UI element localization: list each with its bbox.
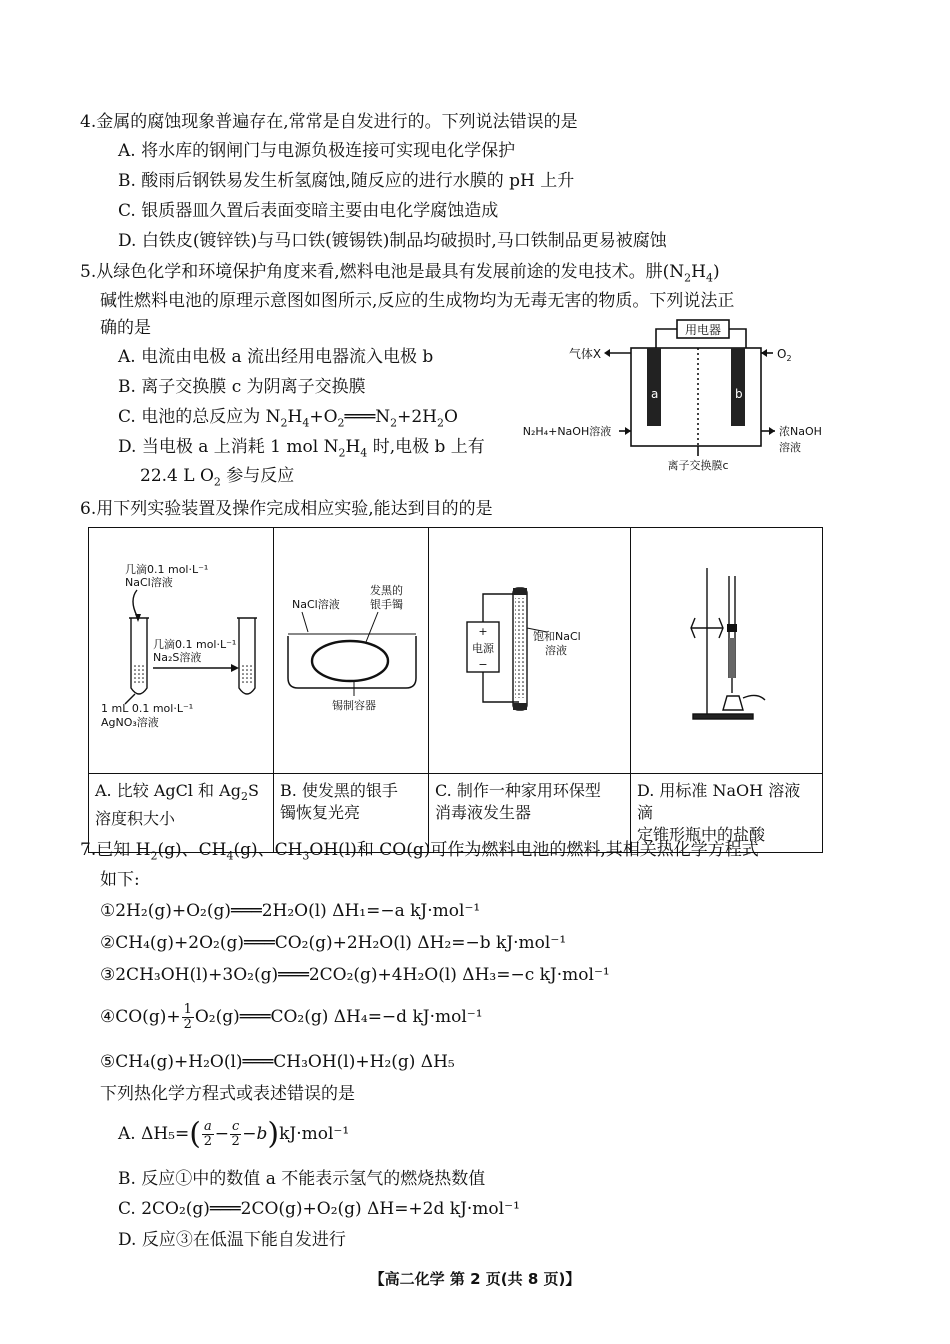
conical-flask (723, 696, 743, 710)
titration-figure (631, 528, 823, 768)
stand-base (693, 714, 753, 719)
o2-label: $O_2$ (777, 347, 792, 363)
q5-option-d-line1: D. 当电极 a 上消耗 1 mol $N_2H_4$ 时,电极 b 上有 (118, 437, 485, 460)
q7-option-b: B. 反应①中的数值 a 不能表示氢气的燃烧热数值 (118, 1169, 486, 1189)
q7-stem-line1: 7.已知 $H_2(g)$、$CH_4(g)$、$CH_3OH(l)$和 CO(g)可作为燃料电池的燃料,其相关热化学方程式 (80, 840, 759, 863)
device-label: 用电器 (684, 323, 722, 337)
figure-cell-c (429, 528, 631, 774)
equation-3: ③2CH₃OH(l)+3O₂(g)═══2CO₂(g)+4H₂O(l) ΔH₃=−c kJ·mol⁻¹ (100, 965, 610, 985)
svg-text:NaCl溶液: NaCl溶液 (125, 576, 173, 589)
svg-text:几滴0.1 mol·L⁻¹: 几滴0.1 mol·L⁻¹ (153, 638, 237, 651)
precipitate-figure (89, 528, 274, 768)
q4-option-b: B. 酸雨后钢铁易发生析氢腐蚀,随反应的进行水膜的 pH 上升 (118, 171, 575, 191)
q4-stem: 4.金属的腐蚀现象普遍存在,常常是自发进行的。下列说法错误的是 (80, 112, 578, 132)
figure-cell-d (631, 528, 823, 774)
q5-option-d-line2: 22.4 L $O_2$ 参与反应 (140, 466, 295, 489)
svg-text:电源: 电源 (472, 642, 494, 655)
figure-cell-a (89, 528, 274, 774)
svg-text:+: + (478, 625, 488, 638)
q7-option-c: C. 2CO₂(g)═══2CO(g)+O₂(g) ΔH=+2d kJ·mol⁻¹ (118, 1199, 520, 1219)
silver-bracelet (312, 641, 388, 681)
fuel-cell-diagram (515, 318, 845, 478)
outlet-label-2: 溶液 (779, 441, 801, 454)
caption-d: D. 用标准 NaOH 溶液滴 定锥形瓶中的盐酸 (631, 774, 823, 853)
q5-stem-line3: 确的是 (100, 318, 151, 338)
electrolysis-figure (429, 528, 631, 768)
q7-question: 下列热化学方程式或表述错误的是 (100, 1084, 355, 1104)
q5-option-b: B. 离子交换膜 c 为阴离子交换膜 (118, 377, 366, 397)
outlet-label-1: 浓NaOH (779, 425, 822, 438)
figure-cell-b (274, 528, 429, 774)
equation-4: ④CO(g)+ $\frac{1}{2}$ O₂(g)═══CO₂(g) ΔH₄=−d kJ·mol⁻¹ (100, 1002, 483, 1032)
svg-text:1 mL 0.1 mol·L⁻¹: 1 mL 0.1 mol·L⁻¹ (101, 702, 194, 715)
electrode-a-label: a (651, 387, 659, 401)
svg-text:NaCl溶液: NaCl溶液 (292, 598, 340, 611)
gas-x-label: 气体X (568, 347, 602, 361)
q5-stem-line2: 碱性燃料电池的原理示意图如图所示,反应的生成物均为无毒无害的物质。下列说法正 (100, 291, 735, 311)
q6-stem: 6.用下列实验装置及操作完成相应实验,能达到目的的是 (80, 499, 493, 519)
svg-text:几滴0.1 mol·L⁻¹: 几滴0.1 mol·L⁻¹ (125, 563, 209, 576)
equation-5: ⑤CH₄(g)+H₂O(l)═══CH₃OH(l)+H₂(g) ΔH₅ (100, 1052, 455, 1072)
experiment-table (88, 527, 823, 853)
svg-text:锡制容器: 锡制容器 (332, 699, 376, 712)
svg-text:饱和NaCl: 饱和NaCl (533, 630, 581, 643)
q5-option-c: C. 电池的总反应为 $N_2H_4+O_2═══N_2+2H_2O$ (118, 407, 458, 430)
q5-option-a: A. 电流由电极 a 流出经用电器流入电极 b (118, 347, 434, 367)
svg-text:溶液: 溶液 (545, 644, 567, 657)
q7-option-a: A. ΔH₅=( $\frac{a}{2}$ − $\frac{c}{2}$ −b)kJ·mol⁻¹ (118, 1116, 350, 1152)
q7-stem-line2: 如下: (100, 870, 140, 890)
q4-option-a: A. 将水库的钢闸门与电源负极连接可实现电化学保护 (118, 141, 516, 161)
svg-text:银手镯: 银手镯 (370, 598, 403, 611)
caption-a: A. 比较 AgCl 和 $Ag_2S$ 溶度积大小 (89, 774, 274, 853)
svg-text:−: − (478, 658, 488, 671)
equation-2: ②CH₄(g)+2O₂(g)═══CO₂(g)+2H₂O(l) ΔH₂=−b kJ·mol⁻¹ (100, 933, 567, 953)
q4-option-d: D. 白铁皮(镀锌铁)与马口铁(镀锡铁)制品均破损时,马口铁制品更易被腐蚀 (118, 231, 667, 251)
inlet-label: N₂H₄+NaOH溶液 (522, 425, 612, 438)
membrane-label: 离子交换膜c (667, 459, 729, 472)
q7-option-d: D. 反应③在低温下能自发进行 (118, 1230, 346, 1250)
svg-text:发黑的: 发黑的 (370, 584, 403, 597)
silver-bracelet-figure (274, 528, 429, 768)
equation-1: ①2H₂(g)+O₂(g)═══2H₂O(l) ΔH₁=−a kJ·mol⁻¹ (100, 901, 481, 921)
electrode-b-label: b (735, 387, 743, 401)
svg-text:Na₂S溶液: Na₂S溶液 (153, 651, 202, 664)
caption-b: B. 使发黑的银手 镯恢复光亮 (274, 774, 429, 853)
q4-option-c: C. 银质器皿久置后表面变暗主要由电化学腐蚀造成 (118, 201, 499, 221)
svg-text:AgNO₃溶液: AgNO₃溶液 (101, 716, 159, 729)
q5-stem-line1: 5.从绿色化学和环境保护角度来看,燃料电池是最具有发展前途的发电技术。肼$(N_2H_4)$ (80, 262, 720, 285)
caption-c: C. 制作一种家用环保型 消毒液发生器 (429, 774, 631, 853)
page-footer: 【高二化学 第 2 页(共 8 页)】 (369, 1270, 581, 1288)
